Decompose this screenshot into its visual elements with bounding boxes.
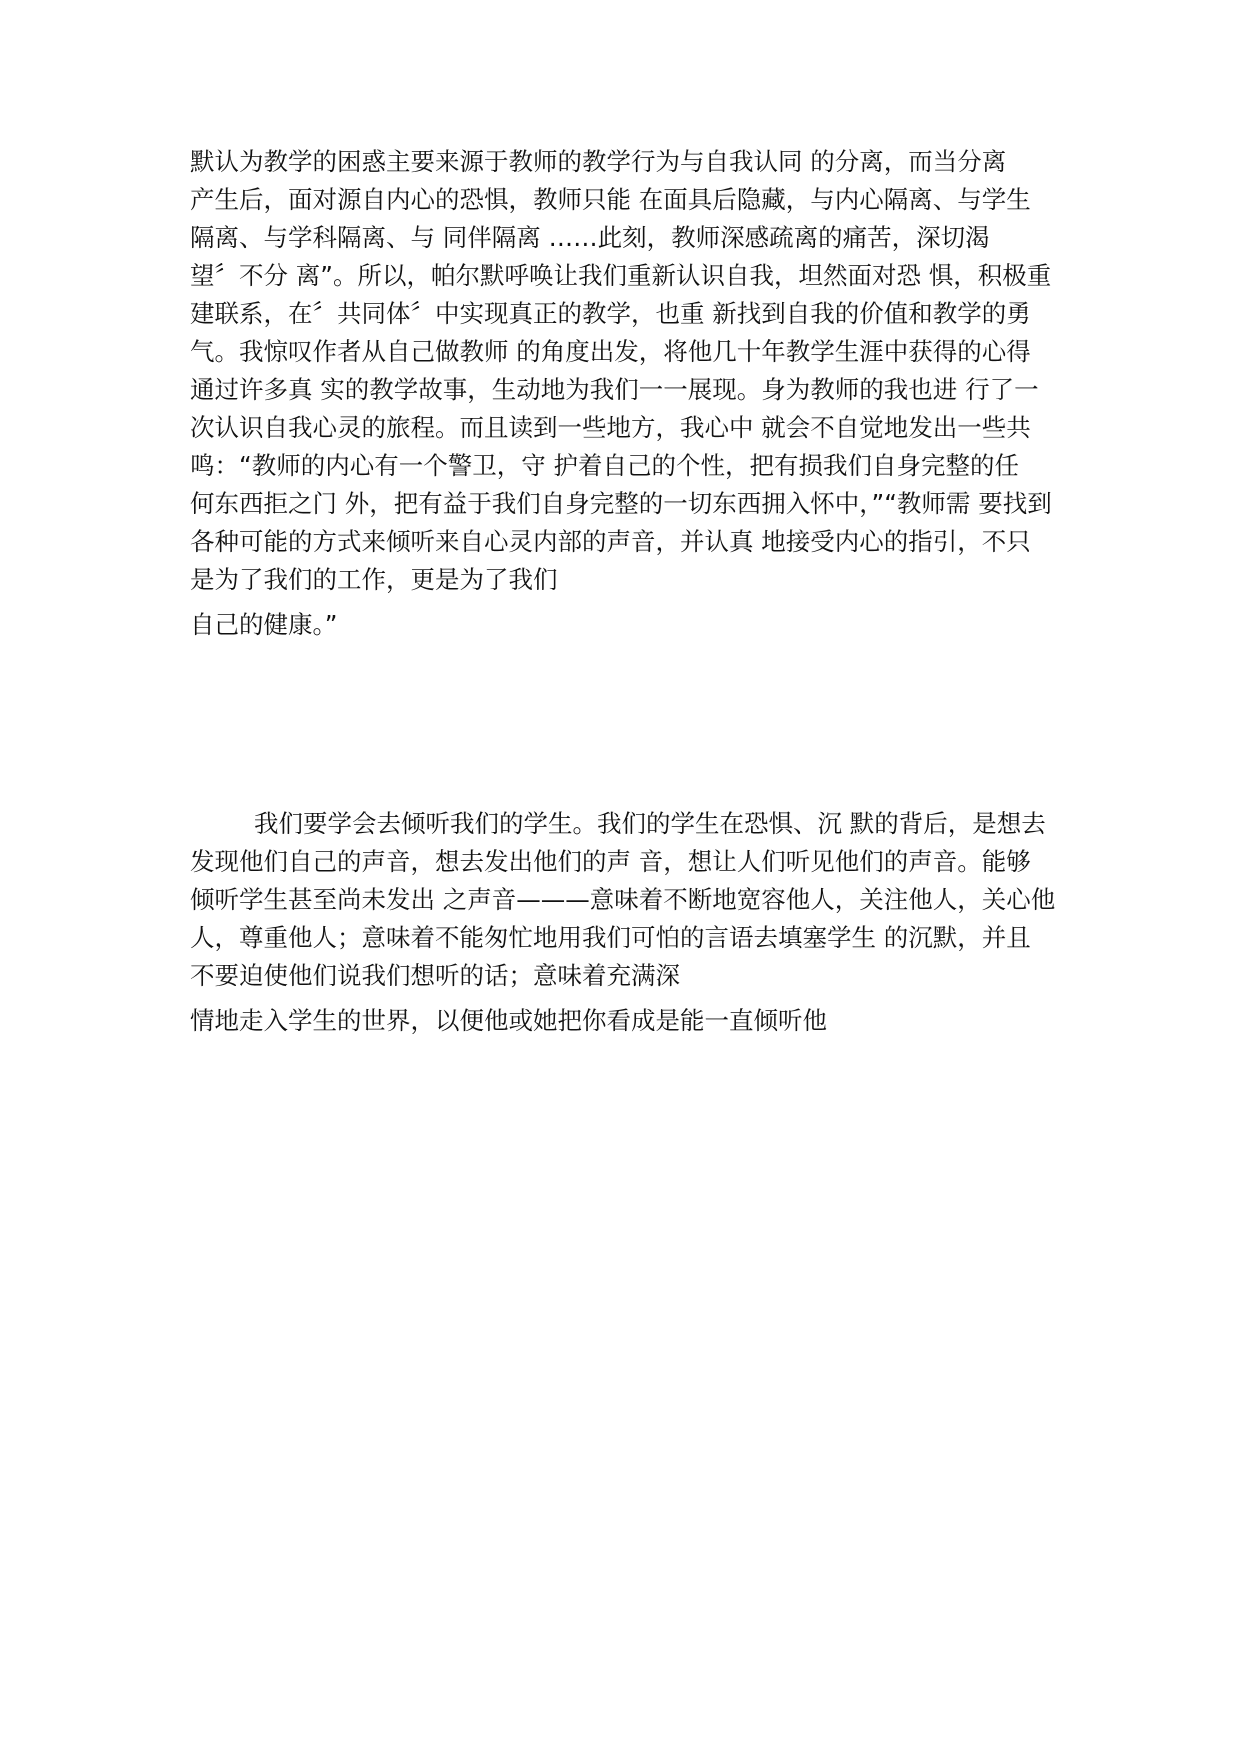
- paragraph-line: 发现他们自己的声音，想去发出他们的声 音，想让人们听见他们的声音。能够: [190, 847, 1031, 876]
- paragraph-line: 各种可能的方式来倾听来自心灵内部的声音，并认真 地接受内心的指引，不只: [190, 527, 1031, 556]
- paragraph-trailing-line: 自己的健康。”: [190, 610, 338, 639]
- paragraph-line: 隔离、与学科隔离、与 同伴隔离 ……此刻，教师深感疏离的痛苦，深切渴: [190, 223, 990, 252]
- paragraph-line: 气。我惊叹作者从自己做教师 的角度出发，将他几十年教学生涯中获得的心得: [190, 337, 1031, 366]
- paragraph-line: 次认识自我心灵的旅程。而且读到一些地方，我心中 就会不自觉地发出一些共: [190, 413, 1031, 442]
- paragraph-trailing-line: 情地走入学生的世界，以便他或她把你看成是能一直倾听他: [190, 1006, 827, 1035]
- paragraph-line: 人，尊重他人；意味着不能匆忙地用我们可怕的言语去填塞学生 的沉默，并且: [190, 923, 1031, 952]
- paragraph-line: 我们要学会去倾听我们的学生。我们的学生在恐惧、沉 默的背后，是想去: [254, 809, 1046, 838]
- paragraph-line: 何东西拒之门 外，把有益于我们自身完整的一切东西拥入怀中，”“教师需 要找到: [190, 489, 1052, 518]
- paragraph-line: 鸣：“教师的内心有一个警卫，守 护着自己的个性，把有损我们自身完整的任: [190, 451, 1019, 480]
- paragraph-line: 默认为教学的困惑主要来源于教师的教学行为与自我认同 的分离，而当分离: [190, 147, 1007, 176]
- paragraph-line: 通过许多真 实的教学故事，生动地为我们一一展现。身为教师的我也进 行了一: [190, 375, 1039, 404]
- paragraph-line: 望〞不分 离”。所以，帕尔默呼唤让我们重新认识自我，坦然面对恐 惧，积极重: [190, 261, 1052, 290]
- paragraph-line: 产生后，面对源自内心的恐惧，教师只能 在面具后隐藏，与内心隔离、与学生: [190, 185, 1031, 214]
- paragraph-line: 是为了我们的工作，更是为了我们: [190, 565, 558, 594]
- paragraph-line: 建联系，在〞共同体〞中实现真正的教学，也重 新找到自我的价值和教学的勇: [190, 299, 1031, 328]
- paragraph-line: 倾听学生甚至尚未发出 之声音———意味着不断地宽容他人，关注他人，关心他: [190, 885, 1056, 914]
- paragraph-line: 不要迫使他们说我们想听的话；意味着充满深: [190, 961, 680, 990]
